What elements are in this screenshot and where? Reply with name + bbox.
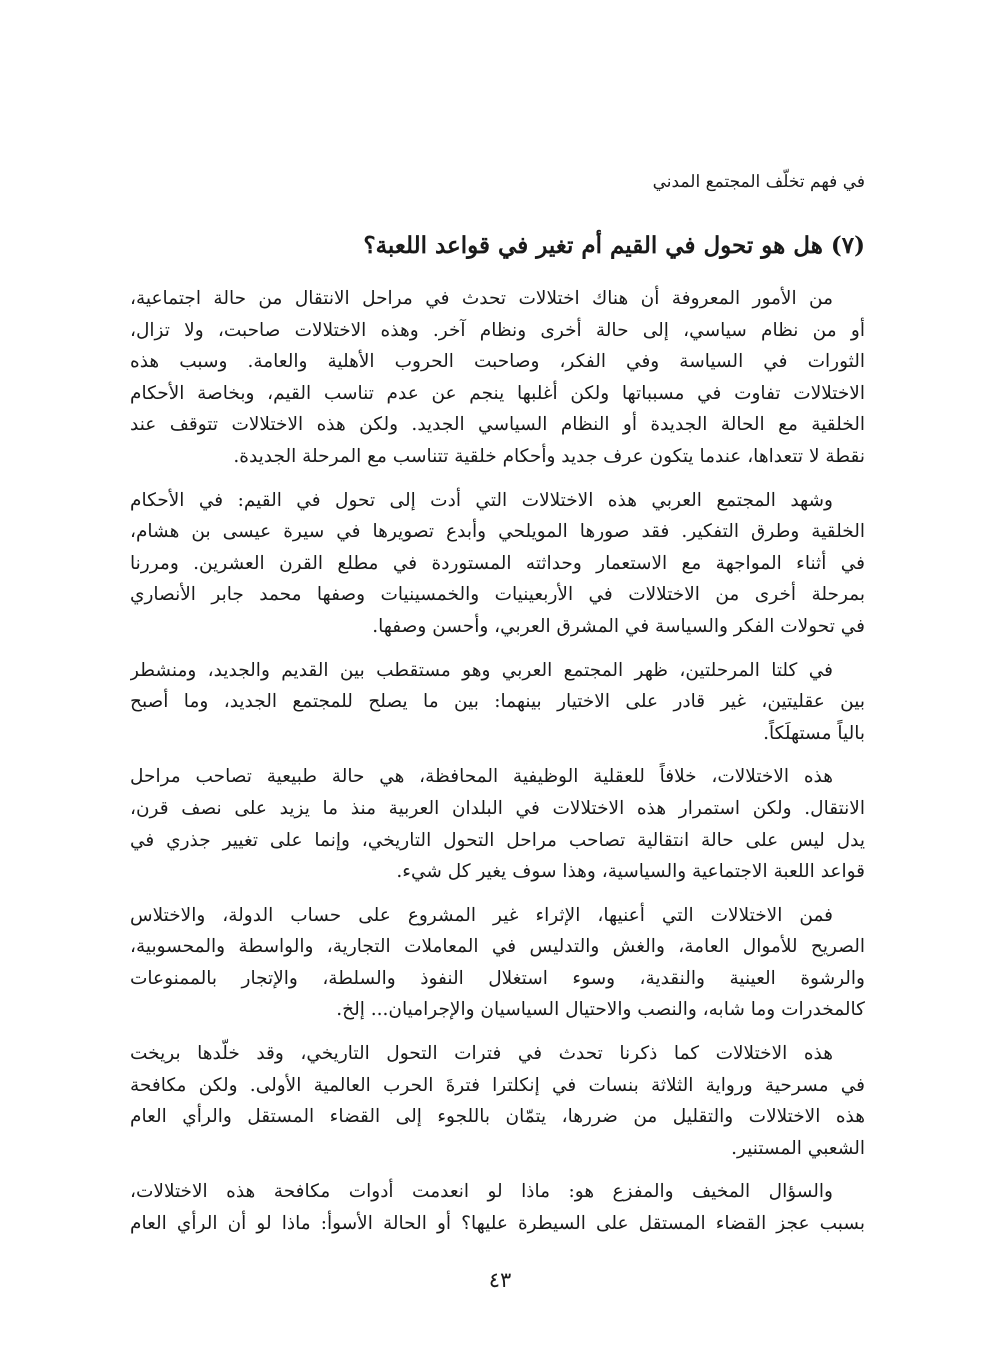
text-line: بسبب عجز القضاء المستقل على السيطرة عليها؟ أو الحالة الأسوأ: ماذا لو أن الرأي العام xyxy=(130,1213,865,1235)
paragraph-1 xyxy=(130,283,865,473)
text-line: الاختلالات تفاوت في مسبباتها ولكن أغلبها ينجم عن عدم تناسب القيم، وبخاصة الأحكام xyxy=(130,382,865,404)
paragraph-4 xyxy=(130,761,865,887)
text-line: بين عقليتين، غير قادر على الاختيار بينهما: بين ما يصلح للمجتمع الجديد، وما أصبح xyxy=(130,691,865,713)
paragraph-7 xyxy=(130,1176,865,1239)
text-line: الخلقية مع الحالة الجديدة أو النظام السياسي الجديد. ولكن هذه الاختلالات تتوقف عند xyxy=(130,414,865,436)
text-line: والرشوة العينية والنقدية، وسوء استغلال النفوذ والسلطة، والإتجار بالممنوعات xyxy=(130,967,865,989)
text-line: كالمخدرات وما شابه، والنصب والاحتيال السياسيان والإجراميان... إلخ. xyxy=(336,999,865,1021)
text-line: يدل ليس على حالة انتقالية تصاحب مراحل التحول التاريخي، وإنما على تغيير جذري في xyxy=(130,829,865,851)
body-text xyxy=(130,283,865,1252)
text-line: الانتقال. ولكن استمرار هذه الاختلالات في البلدان العربية منذ ما يزيد على نصف قرن، xyxy=(130,797,865,819)
text-line: في أثناء المواجهة مع الاستعمار وحداثته المستوردة في مطلع القرن العشرين. ومررنا xyxy=(130,552,865,574)
page-number: ٤٣ xyxy=(488,1268,512,1292)
paragraph-6 xyxy=(130,1038,865,1164)
paragraph-2 xyxy=(130,485,865,643)
text-line: من الأمور المعروفة أن هناك اختلالات تحدث في مراحل الانتقال من حالة اجتماعية، xyxy=(130,288,833,309)
text-line: هذه الاختلالات، خلافاً للعقلية الوظيفية المحافظة، هي حالة طبيعية تصاحب مراحل xyxy=(130,766,833,788)
text-line: أو من نظام سياسي، إلى حالة أخرى ونظام آخر. وهذه الاختلالات صاحبت، ولا تزال، xyxy=(130,319,865,341)
text-line: في كلتا المرحلتين، ظهر المجتمع العربي وهو مستقطب بين القديم والجديد، ومنشطر xyxy=(130,659,833,681)
text-line: الشعبي المستنير. xyxy=(731,1137,865,1159)
text-line: في مسرحية ورواية الثلاثة بنسات في إنكلترا فترةَ الحرب العالمية الأولى. ولكن مكافحة xyxy=(130,1074,865,1096)
text-line: بالياً مستهلَكاً. xyxy=(763,722,865,744)
text-line: نقطة لا تتعداها، عندما يتكون عرف جديد وأحكام خلقية تتناسب مع المرحلة الجديدة. xyxy=(233,445,865,467)
section-title: (٧) هل هو تحول في القيم أم تغير في قواعد اللعبة؟ xyxy=(363,232,865,259)
text-line: هذه الاختلالات والتقليل من ضررها، يتمّان باللجوء إلى القضاء المستقل والرأي العام xyxy=(130,1106,865,1128)
text-line: بمرحلة أخرى من الاختلالات في الأربعينيات والخمسينيات وصفها محمد جابر الأنصاري xyxy=(130,584,865,606)
text-line: الخلقية وطرق التفكير. فقد صورها المويلحي وأبدع تصويرها في سيرة عيسى بن هشام، xyxy=(130,521,865,543)
text-line: فمن الاختلالات التي أعنيها، الإثراء غير المشروع على حساب الدولة، والاختلاس xyxy=(130,904,833,926)
text-line: قواعد اللعبة الاجتماعية والسياسية، وهذا سوف يغير كل شيء. xyxy=(396,861,865,883)
text-line: في تحولات الفكر والسياسة في المشرق العربي، وأحسن وصفها. xyxy=(372,615,865,637)
paragraph-3 xyxy=(130,655,865,750)
text-line: هذه الاختلالات كما ذكرنا تحدث في فترات التحول التاريخي، وقد خلّدها بريخت xyxy=(130,1043,833,1065)
running-head: في فهم تخلّف المجتمع المدني xyxy=(652,172,865,192)
text-line: والسؤال المخيف والمفزع هو: ماذا لو انعدمت أدوات مكافحة هذه الاختلالات، xyxy=(130,1181,833,1203)
paragraph-5 xyxy=(130,900,865,1026)
text-line: الثورات في السياسة وفي الفكر، وصاحبت الحروب الأهلية والعامة. وسبب هذه xyxy=(130,351,865,373)
text-line: الصريح للأموال العامة، والغش والتدليس في المعاملات التجارية، والواسطة والمحسوبية، xyxy=(130,936,865,958)
text-line: وشهد المجتمع العربي هذه الاختلالات التي أدت إلى تحول في القيم: في الأحكام xyxy=(130,489,833,511)
